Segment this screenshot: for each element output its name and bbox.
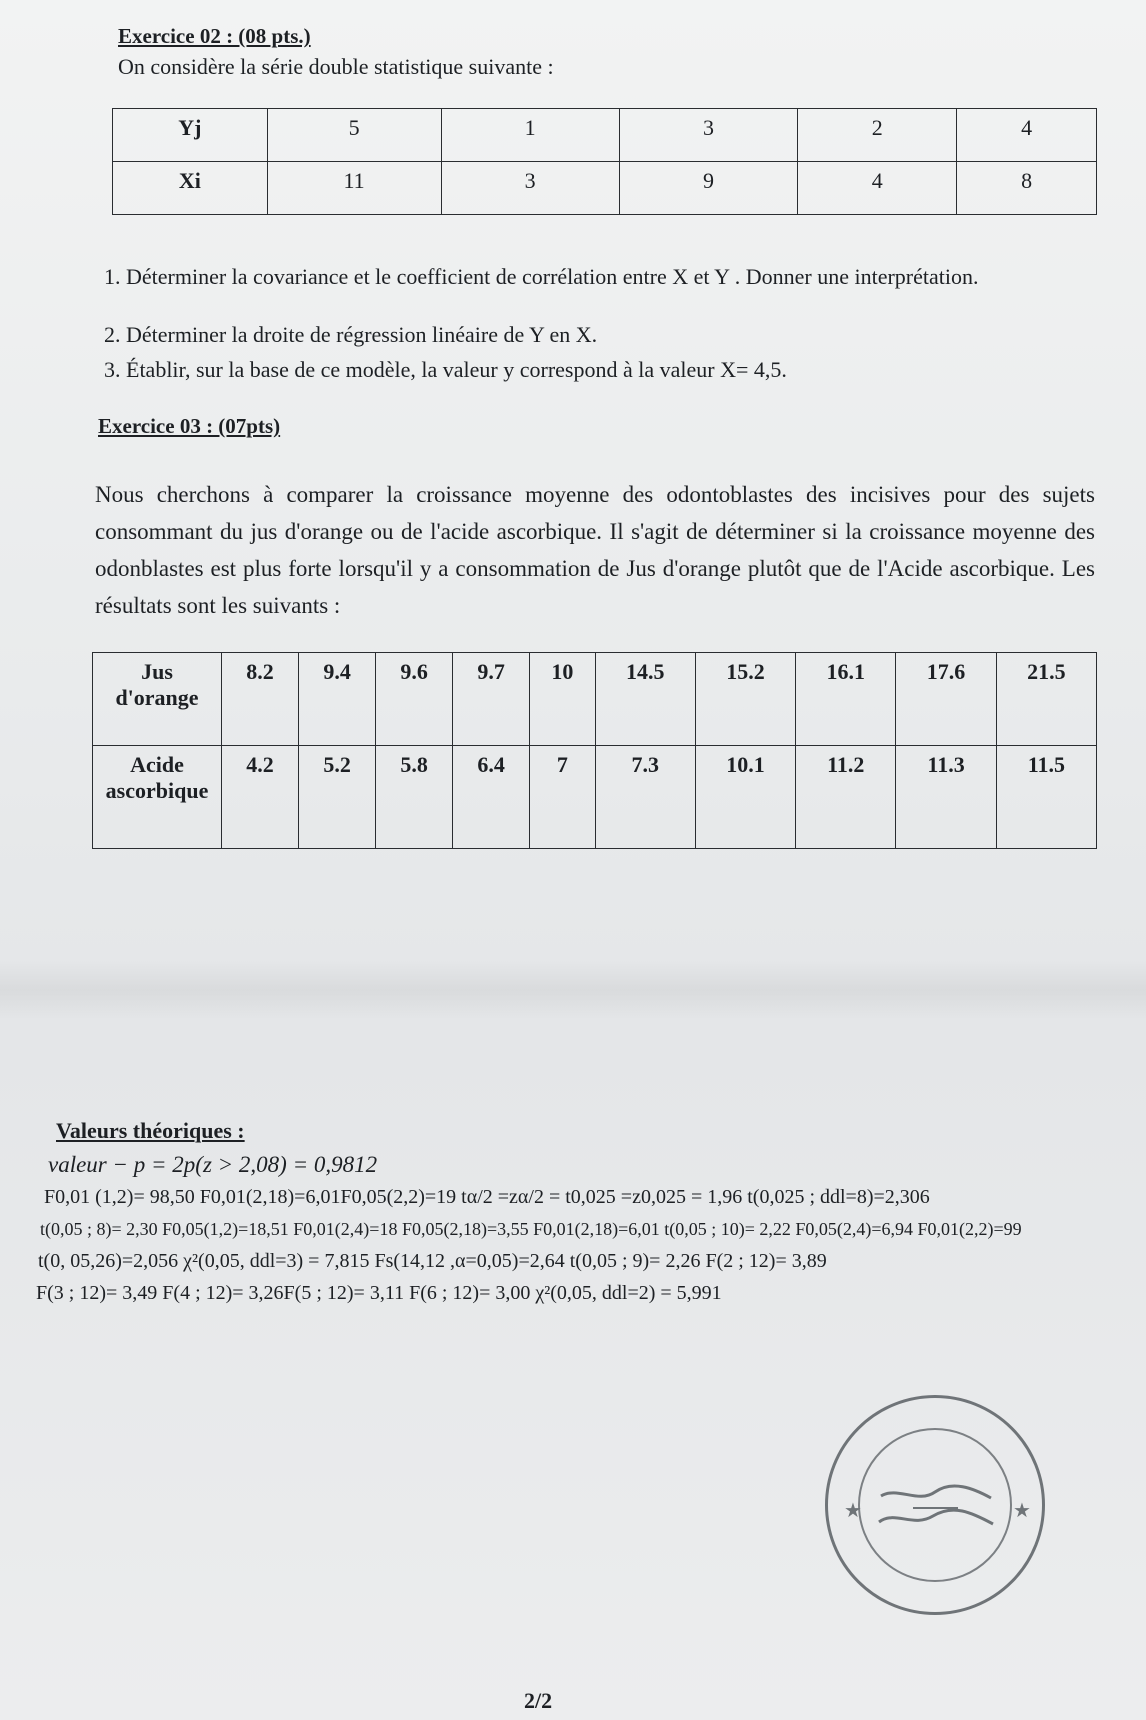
table-cell: 15.2 xyxy=(695,653,795,746)
theoretical-line-1: valeur − p = 2p(z > 2,08) = 0,9812 xyxy=(48,1152,378,1177)
table-cell: 11.2 xyxy=(796,746,896,849)
table-cell: 4 xyxy=(957,109,1097,162)
table-cell: 1 xyxy=(441,109,619,162)
exercise-3-paragraph: Nous cherchons à comparer la croissance moyenne des odontoblastes des incisives pour des sujets consommant du jus d'orange ou de l'acide ascorbique. Il s'agit de déterminer si la croissance moyenne des odonblastes est plus forte lorsqu'il y a consommation de Jus d'orange plutôt que de l'Acide ascorbique. Les résultats sont les suivants : xyxy=(95,482,1095,618)
table-cell: 10.1 xyxy=(695,746,795,849)
stamp-star-right: ★ xyxy=(1013,1500,1031,1522)
table-cell: 5 xyxy=(267,109,441,162)
table-cell: 5.8 xyxy=(376,746,453,849)
table-cell: 8.2 xyxy=(222,653,299,746)
table-cell: 11.5 xyxy=(996,746,1096,849)
table-cell: 9 xyxy=(619,162,797,215)
table-cell: 10 xyxy=(530,653,595,746)
table-cell: 11 xyxy=(267,162,441,215)
table-cell: 9.6 xyxy=(376,653,453,746)
exercise-2-intro: On considère la série double statistique suivante : xyxy=(118,54,554,79)
paper-fold xyxy=(0,960,1146,1020)
table-row-jus-orange xyxy=(93,653,1097,746)
exercise-2-question-1: 1. Déterminer la covariance et le coefficient de corrélation entre X et Y . Donner une interprétation. xyxy=(104,264,979,289)
table-cell: 7.3 xyxy=(595,746,695,849)
exercise-3-table xyxy=(92,652,1097,849)
table-cell: 5.2 xyxy=(299,746,376,849)
table-cell: 14.5 xyxy=(595,653,695,746)
table-cell: 9.4 xyxy=(299,653,376,746)
table-cell: 9.7 xyxy=(453,653,530,746)
row-label: Yj xyxy=(113,109,268,162)
row-label: Xi xyxy=(113,162,268,215)
table-cell: 11.3 xyxy=(896,746,996,849)
exercise-2-question-2: 2. Déterminer la droite de régression linéaire de Y en X. xyxy=(104,322,598,347)
table-cell: 4.2 xyxy=(222,746,299,849)
theoretical-line-4: t(0, 05,26)=2,056 χ²(0,05, ddl=3) = 7,815 Fs(14,12 ,α=0,05)=2,64 t(0,05 ; 9)= 2,26 F(2 ; 12)= 3,89 xyxy=(38,1250,827,1272)
official-stamp xyxy=(825,1395,1045,1615)
table-row-xi xyxy=(113,162,1097,215)
theoretical-values-title: Valeurs théoriques : xyxy=(56,1118,245,1143)
table-cell: 21.5 xyxy=(996,653,1096,746)
exercise-3-title: Exercice 03 : (07pts) xyxy=(98,414,281,438)
exercise-2-title: Exercice 02 : (08 pts.) xyxy=(118,24,311,48)
exercise-2-question-3: 3. Établir, sur la base de ce modèle, la valeur y correspond à la valeur X= 4,5. xyxy=(104,357,787,382)
theoretical-line-5: F(3 ; 12)= 3,49 F(4 ; 12)= 3,26F(5 ; 12)= 3,11 F(6 ; 12)= 3,00 χ²(0,05, ddl=2) = 5,991 xyxy=(36,1282,722,1304)
row-label: Jus d'orange xyxy=(93,653,222,746)
table-cell: 3 xyxy=(619,109,797,162)
table-cell: 4 xyxy=(798,162,957,215)
table-row-acide-ascorbique xyxy=(93,746,1097,849)
stamp-star-left: ★ xyxy=(844,1500,862,1522)
table-cell: 17.6 xyxy=(896,653,996,746)
theoretical-line-3: t(0,05 ; 8)= 2,30 F0,05(1,2)=18,51 F0,01(2,4)=18 F0,05(2,18)=3,55 F0,01(2,18)=6,01 t(0,05 ; 10)= 2,22 F0,05(2,4)=6,94 F0,01(2,2)=99 xyxy=(40,1219,1022,1239)
table-row-yj xyxy=(113,109,1097,162)
stamp-script-marks xyxy=(873,1478,998,1534)
theoretical-line-2: F0,01 (1,2)= 98,50 F0,01(2,18)=6,01F0,05(2,2)=19 tα/2 =zα/2 = t0,025 =z0,025 = 1,96 t(0,025 ; ddl=8)=2,306 xyxy=(44,1186,930,1208)
table-cell: 8 xyxy=(957,162,1097,215)
exercise-2-table xyxy=(112,108,1097,215)
table-cell: 16.1 xyxy=(796,653,896,746)
table-cell: 3 xyxy=(441,162,619,215)
row-label: Acide ascorbique xyxy=(93,746,222,849)
table-cell: 2 xyxy=(798,109,957,162)
table-cell: 7 xyxy=(530,746,595,849)
page-number: 2/2 xyxy=(524,1688,553,1713)
table-cell: 6.4 xyxy=(453,746,530,849)
